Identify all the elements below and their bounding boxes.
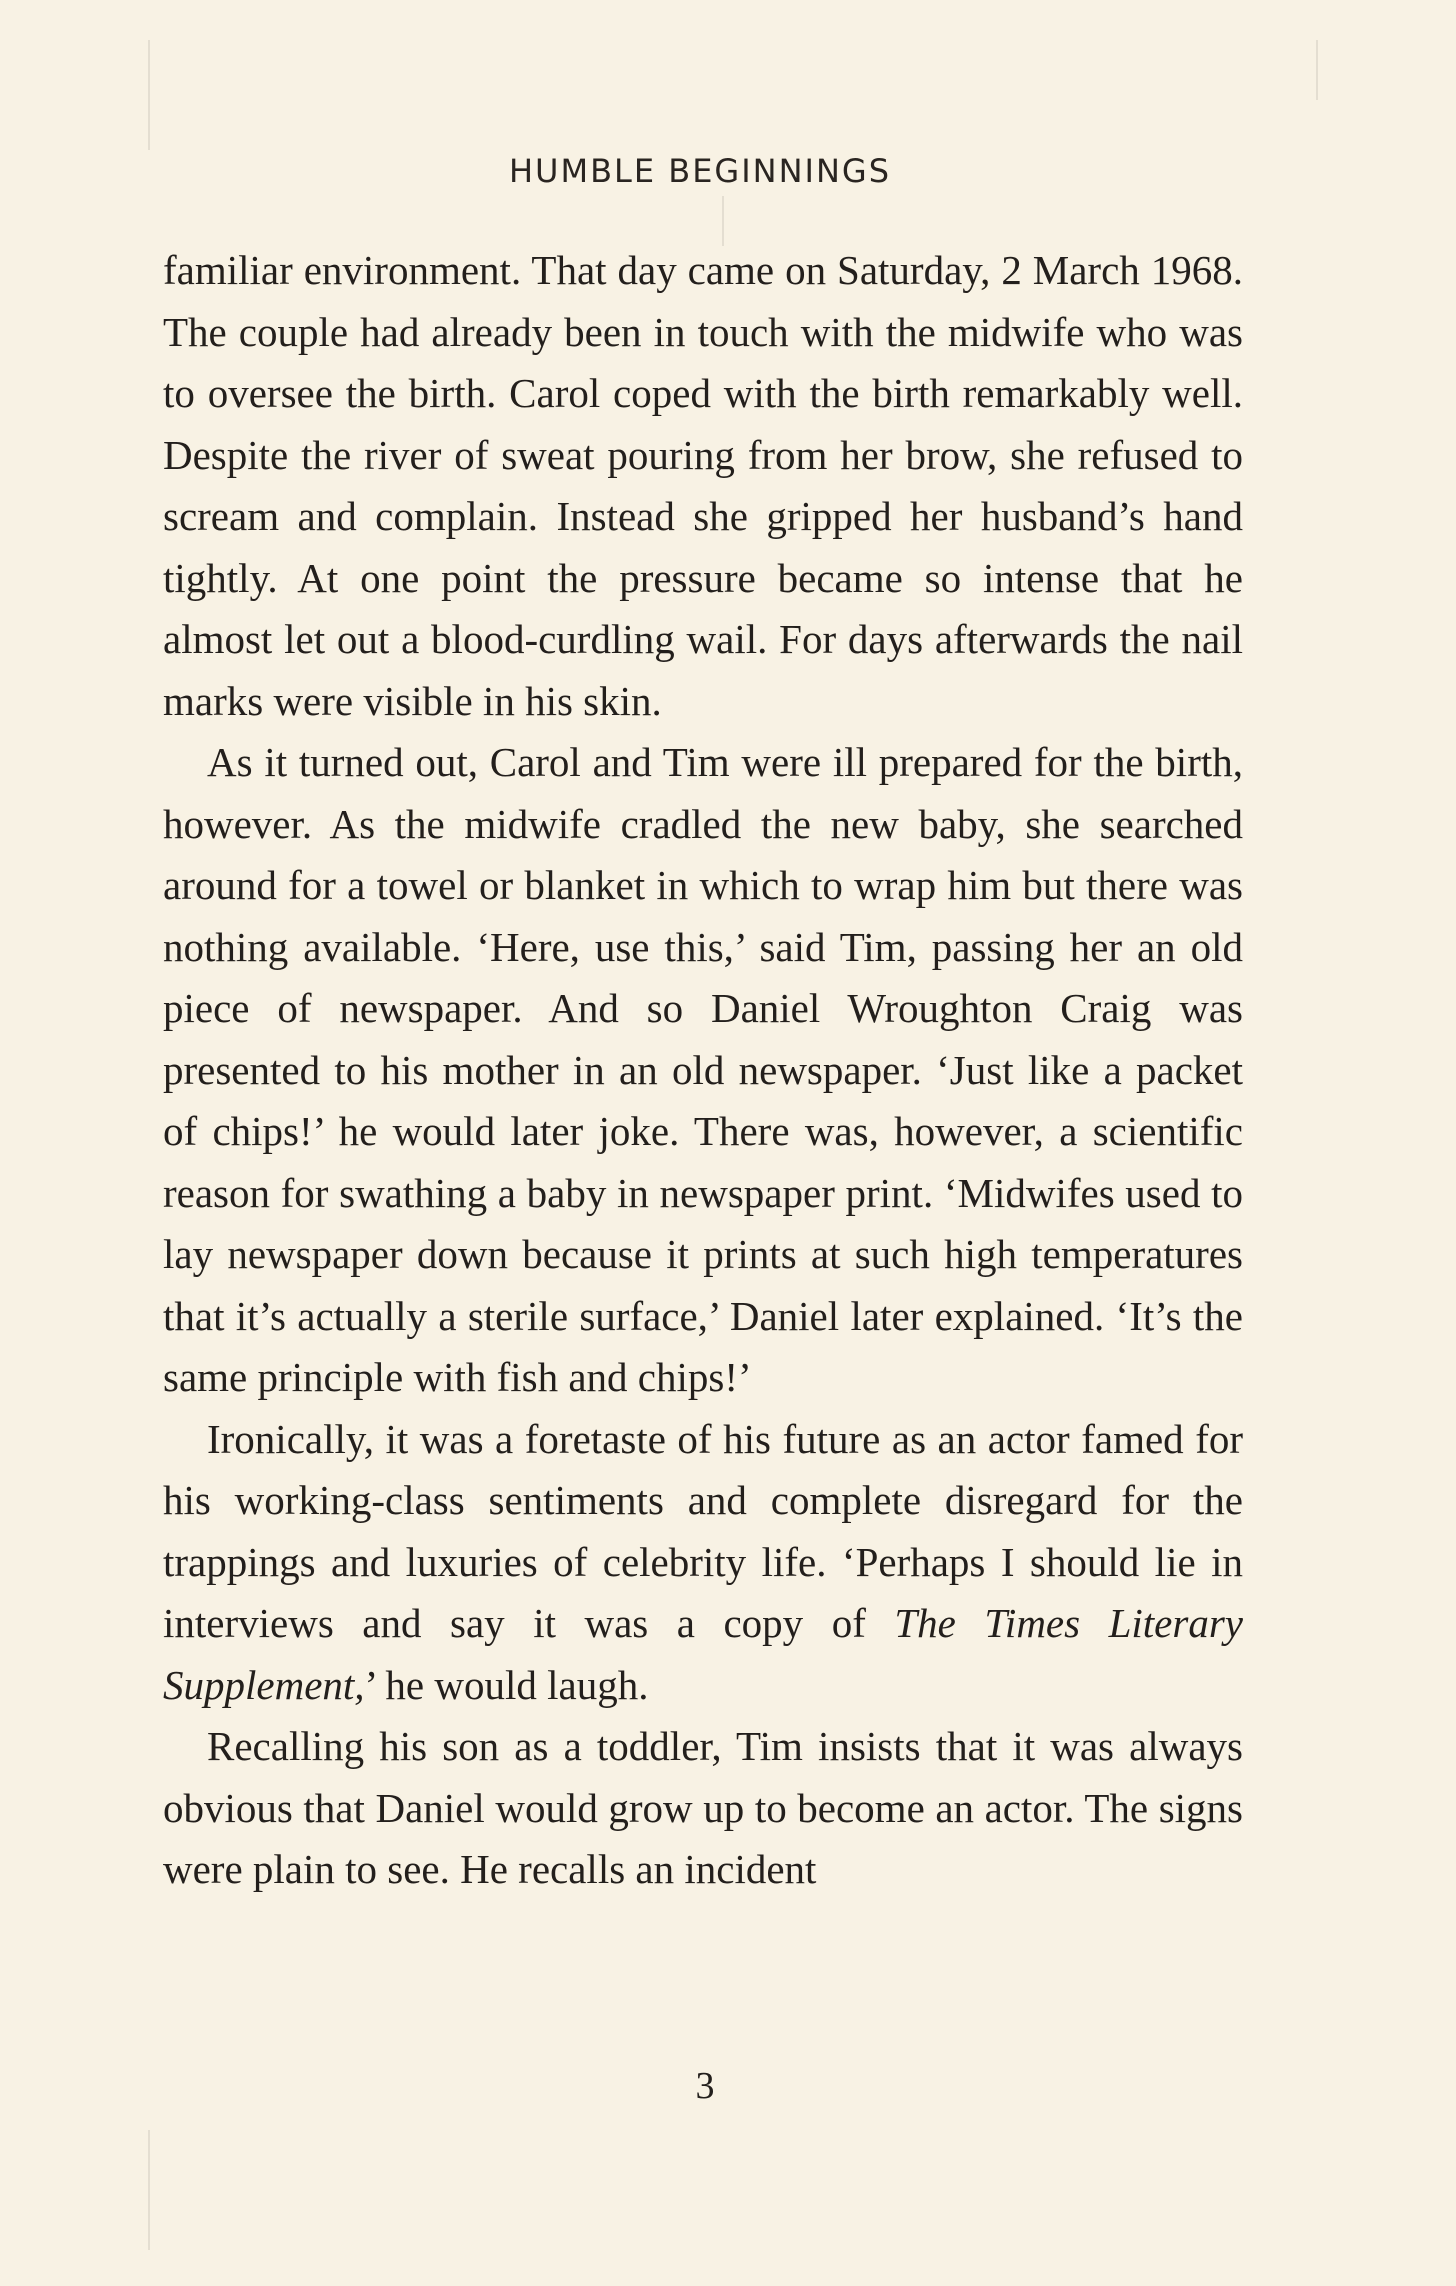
paragraph-text: As it turned out, Carol and Tim were ill prepared for the birth, however. As the midwife cradled the new baby, she searched around for a towel or blanket in which to wrap him but there was nothing available. ‘Here, use this,’ said Tim, passing her an old piece of newspaper. And so Daniel Wroughton Craig was presented to his mother in an old newspaper. ‘Just like a packet of chips!’ he would later joke. There was, however, a scientific reason for swathing a baby in newspaper print. ‘Midwifes used to lay newspaper down because it prints at such high temperatures that it’s actually a sterile surface,’ Daniel later explained. ‘It’s the same principle with fish and chips!’ — [163, 739, 1243, 1400]
running-header: HUMBLE BEGINNINGS — [508, 152, 892, 190]
body-text — [163, 240, 1243, 1901]
paragraph-text: ’ he would laugh. — [364, 1661, 649, 1708]
paragraph — [163, 1716, 1243, 1901]
scan-artifact — [148, 2130, 150, 2250]
paragraph — [163, 1409, 1243, 1717]
paragraph — [163, 240, 1243, 732]
scan-artifact — [722, 196, 724, 246]
paragraph-text: familiar environment. That day came on Saturday, 2 March 1968. The couple had already been in touch with the midwife who was to oversee the birth. Carol coped with the birth remarkably well. Despite the river of sweat pouring from her brow, she refused to scream and complain. Instead she gripped her husband’s hand tightly. At one point the pressure became so intense that he almost let out a blood-curdling wail. For days afterwards the nail marks were visible in his skin. — [163, 247, 1243, 724]
scan-artifact — [148, 40, 150, 150]
paragraph — [163, 732, 1243, 1409]
paragraph-text: Ironically, it was a foretaste of his future as an actor famed for his working-class sentiments and complete disregard for the trappings and luxuries of celebrity life. ‘Perhaps I should lie in interviews and say it was a copy of — [163, 1415, 1243, 1646]
page-number: 3 — [695, 2065, 715, 2107]
paragraph-text: Recalling his son as a toddler, Tim insists that it was always obvious that Daniel would grow up to become an actor. The signs were plain to see. He recalls an incident — [163, 1723, 1243, 1892]
scan-artifact — [1316, 40, 1318, 100]
book-title-italic: The Times Literary Supplement, — [163, 1600, 1243, 1708]
